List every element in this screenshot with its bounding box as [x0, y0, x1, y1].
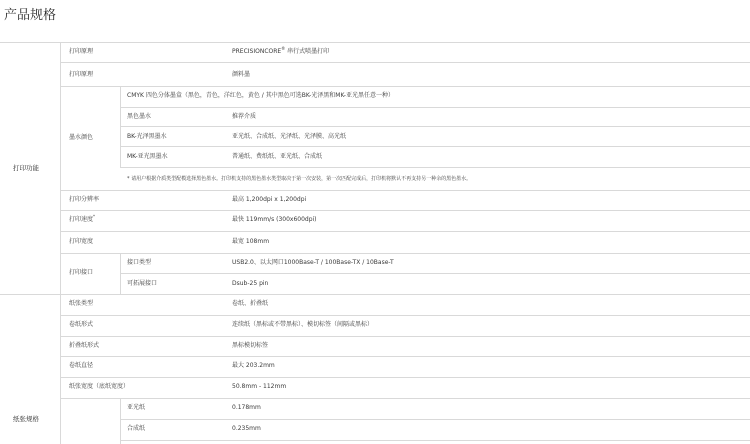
- footnote-mark: *: [93, 214, 96, 219]
- row-divider: [60, 231, 750, 232]
- row-divider: [120, 107, 750, 108]
- sub-row-label: 可拓展接口: [127, 280, 158, 287]
- row-value: 颜料墨: [232, 71, 251, 78]
- label-text: 打印速度: [69, 216, 94, 223]
- row-label: [69, 216, 95, 224]
- sub-row-value: 普通纸、费纸纸、亚光纸、合成纸: [232, 153, 323, 160]
- row-label: 卷纸直径: [69, 362, 94, 369]
- row-label: 打印宽度: [69, 238, 94, 245]
- row-label: 打印原理: [69, 48, 94, 55]
- group-label-paper: 纸张规格: [13, 415, 39, 423]
- group-label-print: 打印功能: [13, 164, 39, 172]
- row-divider: [60, 398, 750, 399]
- row-value: 黑标模切标签: [232, 342, 269, 349]
- row-divider: [60, 86, 750, 87]
- table-top-line: [0, 42, 750, 43]
- row-divider: [60, 356, 750, 357]
- sub-row-value: Dsub-25 pin: [232, 280, 269, 287]
- row-divider: [60, 377, 750, 378]
- sub-row-label: BK-光泽黑墨水: [127, 133, 167, 140]
- col-divider: [60, 42, 61, 444]
- sub-row-label: MK-亚光黑墨水: [127, 153, 168, 160]
- row-label: 纸张类型: [69, 300, 94, 307]
- sub-row-label: 接口类型: [127, 259, 152, 266]
- sub-row-value: USB2.0、以太网口1000Base-T / 100Base-TX / 10Base-T: [232, 259, 394, 266]
- sub-row-label: 亚光纸: [127, 404, 146, 411]
- row-label: 打印分辨率: [69, 196, 100, 203]
- sub-row-label: 黑色墨水: [127, 113, 152, 120]
- row-divider: [120, 126, 750, 127]
- row-intro: CMYK 四色分体墨盒（黑色，青色，洋红色，黄色 / 其中黑色可选BK-光泽黑和MK-亚光黑任意一种）: [127, 92, 394, 99]
- sub-row-label: 合成纸: [127, 425, 146, 432]
- row-value: 最高 1,200dpi x 1,200dpi: [232, 196, 307, 203]
- row-value: 最宽 108mm: [232, 238, 270, 245]
- row-divider: [120, 440, 750, 441]
- row-value: 最大 203.2mm: [232, 362, 275, 369]
- row-divider: [120, 419, 750, 420]
- row-value: 50.8mm - 112mm: [232, 383, 287, 390]
- row-divider: [60, 62, 750, 63]
- col-divider: [120, 86, 121, 167]
- page-title: 产品规格: [4, 8, 57, 23]
- row-value: 连续纸（黑标或不带黑标）、模切标签（间隔或黑标）: [232, 321, 374, 328]
- value-suffix: 串行式喷墨打印: [285, 48, 330, 55]
- registered-mark: ®: [281, 46, 286, 51]
- row-label: 纸张宽度（底纸宽度）: [69, 383, 130, 390]
- col-divider: [120, 253, 121, 294]
- row-value: 卷纸、折叠纸: [232, 300, 269, 307]
- row-divider: [60, 190, 750, 191]
- row-divider: [120, 167, 750, 168]
- sub-row-value: 0.178mm: [232, 404, 261, 411]
- row-label: 卷纸形式: [69, 321, 94, 328]
- row-divider: [60, 315, 750, 316]
- row-divider: [60, 253, 750, 254]
- row-label: 打印接口: [69, 269, 94, 276]
- row-divider: [60, 336, 750, 337]
- value-text: PRECISIONCORE: [232, 48, 282, 55]
- row-divider: [60, 210, 750, 211]
- sub-row-value: 0.235mm: [232, 425, 261, 432]
- ink-note: * 请用户根据介质类型配模选择黑色墨水。打印机支持的黑色墨水类型取决于第一次安装，第一次匹配完成后，打印机将默认不再支持另一种余的黑色墨水。: [127, 176, 472, 182]
- section-divider: [0, 294, 750, 295]
- row-divider: [120, 273, 750, 274]
- row-label: 打印原理: [69, 71, 94, 78]
- row-value: 最快 119mm/s (300x600dpi): [232, 216, 317, 223]
- row-divider: [120, 146, 750, 147]
- sub-row-value: 亚光纸、合成纸、光泽纸、光泽膜、高光纸: [232, 133, 347, 140]
- sub-row-value: 推荐介质: [232, 113, 257, 120]
- col-divider: [120, 398, 121, 444]
- row-label: 折叠纸形式: [69, 342, 100, 349]
- row-value: [232, 48, 329, 56]
- row-label: 墨水颜色: [69, 134, 94, 141]
